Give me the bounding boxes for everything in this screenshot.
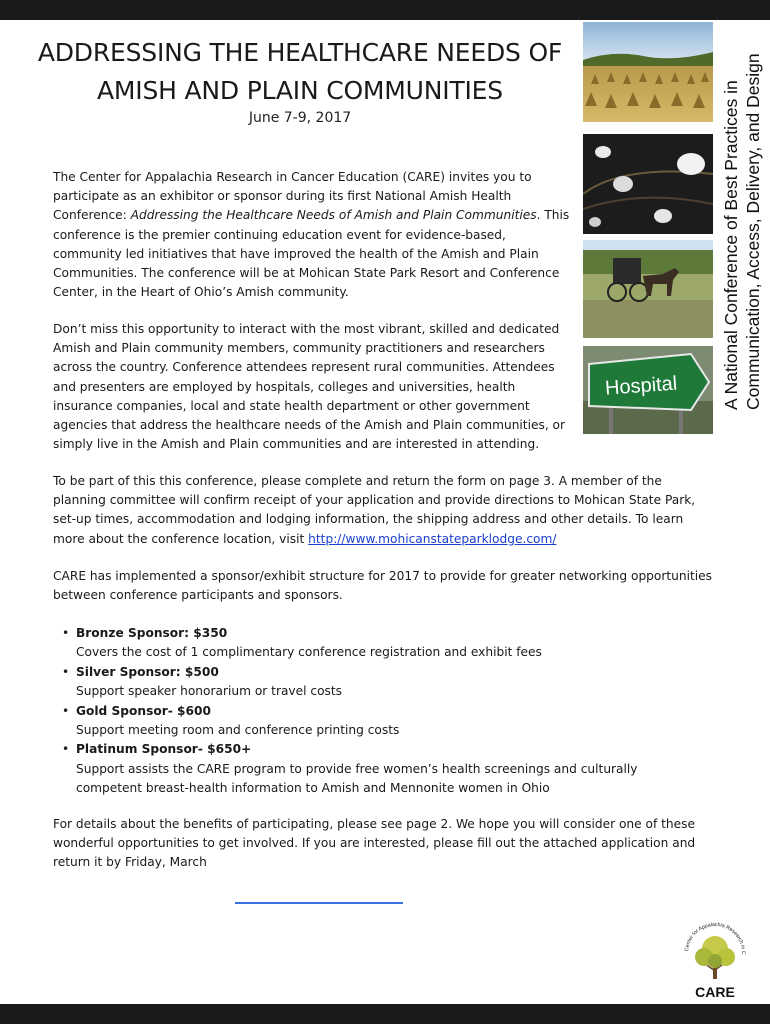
sponsor-name: Gold Sponsor- $600 bbox=[76, 703, 211, 718]
intro-text-2: . This conference is the premier continuing education event for evidence-based, community led initiatives that have improved the health of the Amish and Plain Communities. The conference will be at Mohican State Park Resort and Conference Center, in the Heart of Ohio’s Amish community. bbox=[53, 208, 570, 300]
care-logo-label: CARE bbox=[695, 984, 735, 1000]
subtitle-line-2: Communication, Access, Delivery, and Design bbox=[743, 53, 763, 410]
intro-paragraph bbox=[53, 168, 578, 302]
attendees-paragraph: Don’t miss this opportunity to interact with the most vibrant, skilled and dedicated Amish and Plain community members, community practitioners and researchers across the country. Conference attendees represent rural communities. Attendees and presenters are employed by hospitals, colleges and universities, health insurance companies, local and state health department or other government agencies that address the healthcare needs of the Amish and Plain communities, or simply live in the Amish and Plain communities and are interested in attending. bbox=[53, 322, 566, 452]
top-bar bbox=[0, 0, 770, 20]
sponsor-structure-paragraph: CARE has implemented a sponsor/exhibit structure for 2017 to provide for greater networking opportunities between conference participants and sponsors. bbox=[53, 569, 713, 603]
title-line-2: AMISH AND PLAIN COMMUNITIES bbox=[97, 76, 503, 105]
sponsor-item-gold bbox=[60, 702, 700, 741]
hospital-sign-image bbox=[583, 346, 713, 434]
sponsor-list bbox=[60, 624, 700, 799]
bullet-icon: • bbox=[62, 703, 70, 718]
bullet-icon: • bbox=[62, 742, 70, 757]
sponsor-item-bronze bbox=[60, 624, 700, 663]
buggy-photo bbox=[583, 240, 713, 338]
bonnets-photo-image bbox=[583, 134, 713, 234]
field-photo-image bbox=[583, 22, 713, 122]
field-photo bbox=[583, 22, 713, 122]
sponsor-name: Bronze Sponsor: $350 bbox=[76, 626, 228, 640]
hospital-sign-photo bbox=[583, 346, 713, 434]
bullet-icon: • bbox=[62, 626, 70, 640]
bullet-icon: • bbox=[62, 664, 70, 679]
title-line-1: ADDRESSING THE HEALTHCARE NEEDS OF bbox=[37, 38, 563, 67]
sponsor-name: Silver Sponsor: $500 bbox=[76, 664, 219, 679]
sponsor-desc: Support assists the CARE program to provide free women’s health screenings and culturally competent breast-health information to Amish and Mennonite women in Ohio bbox=[76, 761, 638, 796]
sponsor-desc: Support speaker honorarium or travel costs bbox=[76, 684, 343, 699]
conference-date: June 7-9, 2017 bbox=[248, 110, 352, 126]
participation-text: To be part of this this conference, please complete and return the form on page 3. A member of the planning committee will confirm receipt of your application and provide directions to Mohican State Park, set-up times, accommodation and lodging information, the shipping address and other details. To learn more about the conference location, visit bbox=[53, 474, 696, 546]
participation-paragraph bbox=[53, 472, 713, 549]
bonnets-photo bbox=[583, 134, 713, 234]
sponsor-name: Platinum Sponsor- $650+ bbox=[76, 742, 252, 757]
intro-text-1: The Center for Appalachia Research in Cancer Education (CARE) invites you to participate as an exhibitor or sponsor during its first National Amish Health Conference: bbox=[53, 170, 532, 223]
sponsor-item-silver bbox=[60, 663, 700, 702]
intro-conference-name: Addressing the Healthcare Needs of Amish and Plain Communities bbox=[130, 208, 537, 223]
hospital-sign-text: Hospital bbox=[604, 372, 678, 400]
subtitle-line-1: A National Conference of Best Practices in bbox=[721, 80, 741, 410]
buggy-photo-image bbox=[583, 240, 713, 338]
bottom-bar bbox=[0, 1004, 770, 1024]
page-title bbox=[20, 34, 580, 110]
mohican-lodge-link[interactable]: http://www.mohicanstateparklodge.com/ bbox=[308, 531, 557, 546]
signature-line bbox=[235, 902, 403, 904]
conference-subtitle-vertical bbox=[720, 20, 770, 410]
sponsor-desc: Covers the cost of 1 complimentary conference registration and exhibit fees bbox=[76, 645, 542, 660]
closing-paragraph: For details about the benefits of participating, please see page 2. We hope you will consider one of these wonderful opportunities to get involved. If you are interested, please fill out the attached application and return it by Friday, March bbox=[53, 817, 696, 870]
care-logo-ring-text: Center for Appalachia Research in C bbox=[684, 921, 747, 955]
sponsor-desc: Support meeting room and conference printing costs bbox=[76, 723, 400, 738]
sponsor-item-platinum bbox=[60, 740, 700, 798]
